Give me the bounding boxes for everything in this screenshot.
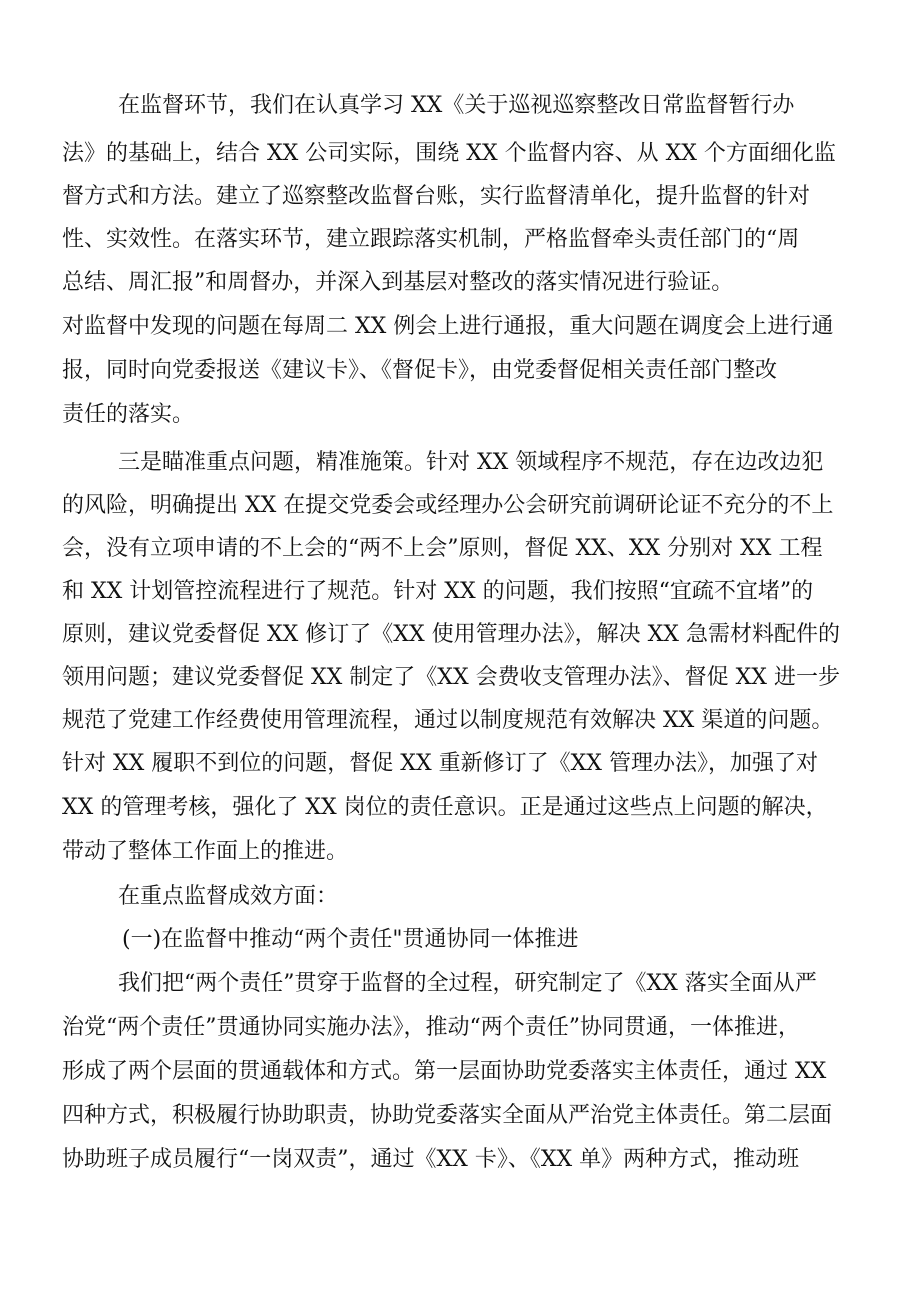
paragraph-2-line-2: 报，同时向党委报送《建议卡》、《督促卡》，由党委督促相关责任部门整改 [62, 358, 778, 383]
paragraph-1-line-2: 法》的基础上，结合 XX 公司实际，围绕 XX 个监督内容、从 XX 个方面细化监 [62, 141, 836, 166]
paragraph-3-line-6: 领用问题；建议党委督促 XX 制定了《XX 会费收支管理办法》、督促 XX 进一步 [62, 665, 840, 690]
paragraph-5-line-3: 形成了两个层面的贯通载体和方式。第一层面协助党委落实主体责任，通过 XX [62, 1059, 827, 1084]
paragraph-3-line-1: 三是瞄准重点问题，精准施策。针对 XX 领域程序不规范，存在边改边犯 [118, 450, 824, 475]
paragraph-2-line-3: 责任的落实。 [62, 402, 195, 427]
paragraph-3-line-7: 规范了党建工作经费使用管理流程，通过以制度规范有效解决 XX 渠道的问题。 [62, 708, 834, 733]
paragraph-1-line-4: 性、实效性。在落实环节，建立跟踪落实机制，严格监督牵头责任部门的“周 [62, 227, 800, 252]
paragraph-5-line-2: 治党“两个责任”贯通协同实施办法》，推动“两个责任”协同贯通，一体推进， [62, 1015, 800, 1040]
paragraph-3-line-10: 带动了整体工作面上的推进。 [62, 839, 349, 864]
paragraph-3-line-2: 的风险，明确提出 XX 在提交党委会或经理办公会研究前调研论证不充分的不上 [62, 493, 834, 518]
paragraph-1-line-1: 在监督环节，我们在认真学习 XX《关于巡视巡察整改日常监督暂行办 [118, 93, 795, 118]
paragraph-5-line-1: 我们把“两个责任”贯穿于监督的全过程，研究制定了《XX 落实全面从严 [118, 971, 817, 996]
paragraph-3-line-3: 会，没有立项申请的不上会的“两不上会”原则，督促 XX、XX 分别对 XX 工程 [62, 536, 823, 561]
paragraph-3-line-8: 针对 XX 履职不到位的问题，督促 XX 重新修订了《XX 管理办法》，加强了对 [62, 751, 818, 776]
paragraph-3-line-9: XX 的管理考核，强化了 XX 岗位的责任意识。正是通过这些点上问题的解决， [62, 795, 828, 820]
paragraph-3-line-4: 和 XX 计划管控流程进行了规范。针对 XX 的问题，我们按照“宜疏不宜堵”的 [62, 579, 814, 604]
paragraph-5-line-4: 四种方式，积极履行协助职责，协助党委落实全面从严治党主体责任。第二层面 [62, 1103, 833, 1128]
paragraph-4-line-1: 在重点监督成效方面： [118, 884, 339, 909]
paragraph-2-line-1: 对监督中发现的问题在每周二 XX 例会上进行通报，重大问题在调度会上进行通 [62, 314, 834, 339]
paragraph-3-line-5: 原则，建议党委督促 XX 修订了《XX 使用管理办法》，解决 XX 急需材料配件的 [62, 622, 840, 647]
paragraph-1-line-5: 总结、周汇报”和周督办，并深入到基层对整改的落实情况进行验证。 [62, 270, 734, 295]
paragraph-1-line-3: 督方式和方法。建立了巡察整改监督台账，实行监督清单化，提升监督的针对 [62, 184, 811, 209]
section-heading-1: (一)在监督中推动“两个责任"贯通协同一体推进 [122, 927, 579, 952]
paragraph-5-line-5: 协助班子成员履行“一岗双责”，通过《XX 卡》、《XX 单》两种方式，推动班 [62, 1147, 800, 1172]
